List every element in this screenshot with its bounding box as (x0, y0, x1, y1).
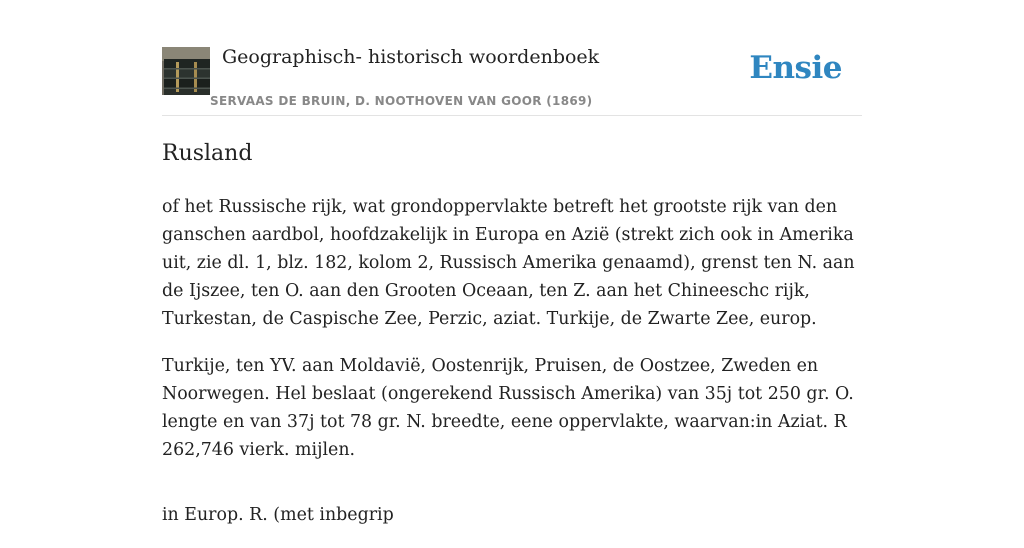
entry-title: Rusland (162, 141, 253, 166)
entry-paragraph: Turkije, ten YV. aan Moldavië, Oostenrijk, Pruisen, de Oostzee, Zweden en Noorwegen. Hel beslaat (ongerekend Russisch Amerika) van 35j tot 250 gr. O. lengte en van 37j tot 78 gr. N. breedte, eene oppervlakte, waarvan:in Aziat. R 262,746 vierk. mijlen. (162, 356, 854, 460)
book-title[interactable]: Geographisch- historisch woordenboek (222, 46, 600, 68)
book-cover-icon[interactable] (162, 47, 210, 95)
book-header (162, 0, 862, 116)
brand-logo-link[interactable]: Ensie (749, 50, 842, 86)
content-column (162, 0, 862, 525)
entry-paragraph: of het Russische rijk, wat grondoppervlakte betreft het grootste rijk van den ganschen aardbol, hoofdzakelijk in Europa en Azië (strekt zich ook in Amerika uit, zie dl. 1, blz. 182, kolom 2, Russisch Amerika genaamd), grenst ten N. aan de Ijszee, ten O. aan den Grooten Oceaan, ten Z. aan het Chineeschc rijk, Turkestan, de Caspische Zee, Perzic, aziat. Turkije, de Zwarte Zee, europ. (162, 197, 855, 329)
entry-paragraph: in Europ. R. (met inbegrip (162, 505, 394, 525)
book-author: SERVAAS DE BRUIN, D. NOOTHOVEN VAN GOOR (1869) (210, 94, 593, 108)
entry-body (162, 193, 862, 548)
